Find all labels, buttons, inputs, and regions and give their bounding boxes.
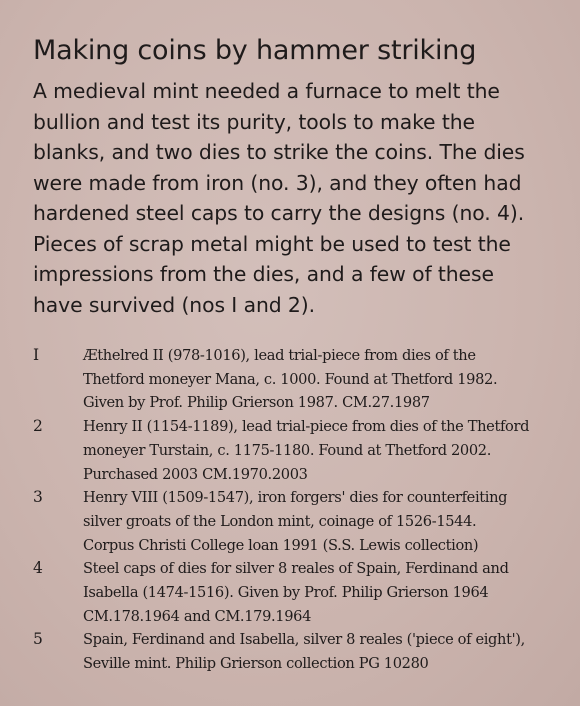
- object-item-2: [33, 415, 573, 486]
- object-item-1: [33, 344, 573, 415]
- intro-line: Pieces of scrap metal might be used to test the: [33, 231, 511, 256]
- description-line: Spain, Ferdinand and Isabella, silver 8 reales ('piece of eight'),: [83, 631, 525, 649]
- object-number: I: [33, 346, 40, 364]
- object-item-5: [33, 628, 573, 675]
- intro-line: were made from iron (no. 3), and they often had: [33, 170, 522, 195]
- object-description: [83, 557, 573, 628]
- intro-line: impressions from the dies, and a few of these: [33, 262, 494, 286]
- description-line: Henry II (1154-1189), lead trial-piece from dies of the Thetford: [83, 418, 530, 436]
- intro-line: have survived (nos I and 2).: [33, 292, 315, 317]
- description-line: Corpus Christi College loan 1991 (S.S. Lewis collection): [83, 536, 479, 554]
- object-list: [33, 344, 573, 676]
- description-line: Seville mint. Philip Grierson collection PG 10280: [83, 655, 429, 673]
- description-line: Thetford moneyer Mana, c. 1000. Found at Thetford 1982.: [83, 370, 498, 388]
- description-line: Henry VIII (1509-1547), iron forgers' dies for counterfeiting: [83, 489, 508, 507]
- object-description: [83, 486, 573, 557]
- description-line: Purchased 2003 CM.1970.2003: [83, 465, 308, 483]
- description-line: moneyer Turstain, c. 1175-1180. Found at Thetford 2002.: [83, 441, 492, 459]
- intro-paragraph: [33, 76, 578, 320]
- description-line: Isabella (1474-1516). Given by Prof. Philip Grierson 1964: [83, 584, 489, 602]
- description-line: Æthelred II (978-1016), lead trial-piece from dies of the: [83, 347, 476, 364]
- object-number: 2: [33, 417, 43, 436]
- intro-line: blanks, and two dies to strike the coins. The dies: [33, 140, 525, 164]
- object-item-3: [33, 486, 573, 557]
- description-line: Given by Prof. Philip Grierson 1987. CM.27.1987: [83, 394, 430, 412]
- intro-line: hardened steel caps to carry the designs (no. 4).: [33, 201, 525, 225]
- description-line: silver groats of the London mint, coinage of 1526-1544.: [83, 512, 477, 530]
- object-number: 3: [33, 488, 43, 507]
- panel-title: Making coins by hammer striking: [33, 35, 477, 66]
- object-item-4: [33, 557, 573, 628]
- object-description: [83, 628, 573, 675]
- object-number: 5: [33, 630, 43, 649]
- object-number: 4: [33, 559, 43, 578]
- intro-line: A medieval mint needed a furnace to melt the: [33, 79, 500, 103]
- object-description: [83, 415, 573, 486]
- description-line: CM.178.1964 and CM.179.1964: [83, 607, 312, 625]
- object-description: [83, 344, 573, 415]
- intro-line: bullion and test its purity, tools to make the: [33, 109, 475, 134]
- description-line: Steel caps of dies for silver 8 reales of Spain, Ferdinand and: [83, 560, 509, 578]
